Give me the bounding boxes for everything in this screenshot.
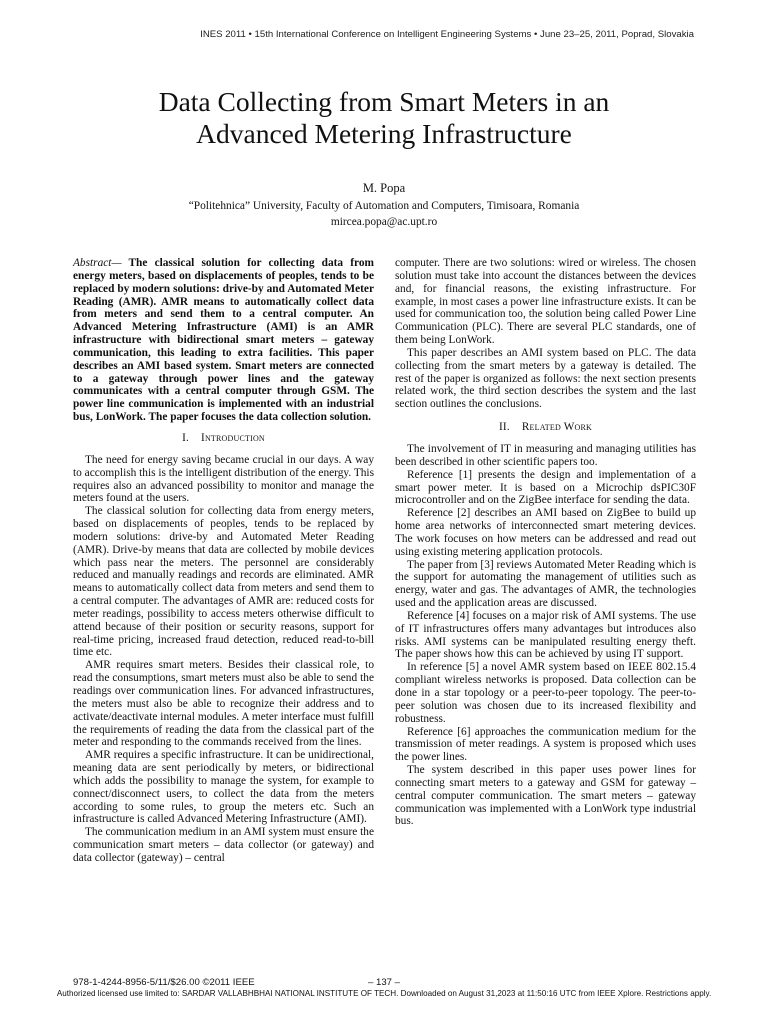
left-column	[73, 257, 374, 865]
paragraph: The classical solution for collecting data from energy meters, based on displacements of peoples, tends to be replaced by modern solutions: drive-by and Automated Meter Reading (AMR). Drive-by means that data are collected by mobile devices which pass near the meters. The personnel are considerably reduced and manually readings and records are eliminated. AMR means to automatically collect data from meters and send them to a central computer. The advantages of AMR are: reduced costs for meter readings, possibility to access meters otherwise difficult to attend because of their position or security reasons, support for real-time pricing, increased fraud detection, reduced read-to-bill time etc.	[73, 505, 374, 659]
paragraph: AMR requires a specific infrastructure. It can be unidirectional, meaning data are sent periodically by meters, or bidirectional which adds the possibility to manage the system, for example to connect/disconnect users, to collect the data from the meters according to some rules, to group the meters etc. Such an infrastructure is called Advanced Metering Infrastructure (AMI).	[73, 749, 374, 826]
section-heading-related-work	[395, 421, 696, 434]
abstract	[73, 257, 374, 424]
title-line-1: Data Collecting from Smart Meters in an	[158, 86, 610, 117]
section-title: Introduction	[201, 431, 265, 444]
abstract-body: The classical solution for collecting data from energy meters, based on displacements of peoples, tends to be replaced by modern solutions: drive-by and Automated Meter Reading (AMR). AMR means to automatically collect data from meters and send them to a central computer. An Advanced Metering Infrastructure (AMI) is an AMR infrastructure with bidirectional smart meters – gateway communication, this leading to extra facilities. This paper describes an AMI based system. Smart meters are connected to a gateway through power lines and the gateway communicates with a central computer through GSM. The power line communication is implemented with an industrial bus, LonWork. The paper focuses the data collection solution.	[73, 257, 374, 424]
paragraph: Reference [1] presents the design and implementation of a smart power meter. It is based on a Microchip dsPIC30F microcontroller and on the ZigBee interface for sending the data.	[395, 468, 696, 507]
paragraph: The involvement of IT in measuring and managing utilities has been described in other scientific papers too.	[395, 442, 696, 468]
right-column	[395, 257, 696, 828]
paragraph: The paper from [3] reviews Automated Meter Reading which is the support for automating the management of utilities such as energy, water and gas. The advantages of AMR, the technologies used and the application areas are discussed.	[395, 558, 696, 610]
footer-page-number: – 137 –	[367, 977, 400, 988]
footer-isbn: 978-1-4244-8956-5/11/$26.00 ©2011 IEEE	[73, 977, 255, 988]
footer-license-notice: Authorized licensed use limited to: SARDAR VALLABHBHAI NATIONAL INSTITUTE OF TECH. Downloaded on August 31,2023 at 11:50:16 UTC from IEEE Xplore. Restrictions apply.	[56, 989, 712, 998]
author-name: M. Popa	[362, 181, 406, 195]
paragraph: Reference [6] approaches the communication medium for the transmission of meter readings. A system is proposed which uses the power lines.	[395, 725, 696, 764]
author-email: mircea.popa@ac.upt.ro	[330, 216, 438, 228]
paragraph: The need for energy saving became crucial in our days. A way to accomplish this is the intelligent distribution of the energy. This requires also an advanced possibility to monitor and manage the meters found at the users.	[73, 453, 374, 505]
section-number: I.	[182, 431, 190, 444]
conference-header: INES 2011 • 15th International Conference on Intelligent Engineering Systems • June 23–25, 2011, Poprad, Slovakia	[200, 29, 694, 40]
paper-title	[0, 86, 768, 150]
paragraph: The system described in this paper uses power lines for connecting smart meters to a gateway and GSM for gateway – central computer communication. The smart meters – gateway communication was implemented with a LonWork type industrial bus.	[395, 764, 696, 828]
paragraph: Reference [4] focuses on a major risk of AMI systems. The use of IT infrastructures offers many advantages but introduces also risks. AMI systems can be manipulated resulting energy theft. The paper shows how this can be achieved by using IT support.	[395, 609, 696, 661]
paragraph: AMR requires smart meters. Besides their classical role, to read the consumptions, smart meters must also be able to send the readings over communication lines. For advanced infrastructures, the meters must also be able to recognize their address and to activate/deactivate internal modules. A meter interface must fulfill the requirements of reading the data from the classical part of the meter and responding to the commands received from the lines.	[73, 659, 374, 749]
section-number: II.	[499, 421, 510, 434]
paragraph: computer. There are two solutions: wired or wireless. The chosen solution must take into account the distances between the devices and, for financial reasons, the existing infrastructure. For example, in most cases a power line infrastructure exists. It can be used for communication too, the solution being called Power Line Communication (PLC). There are several PLC standards, one of them being LonWork.	[395, 257, 696, 347]
paragraph: The communication medium in an AMI system must ensure the communication smart meters – data collector (or gateway) and data collector (gateway) – central	[73, 826, 374, 864]
section-heading-introduction	[73, 432, 374, 445]
paragraph: Reference [2] describes an AMI based on ZigBee to build up home area networks of interconnected smart metering devices. The work focuses on how meters can be addressed and read out using existing metering application protocols.	[395, 507, 696, 558]
section-title: Related Work	[521, 421, 592, 434]
paragraph: In reference [5] a novel AMR system based on IEEE 802.15.4 compliant wireless networks is proposed. Data collection can be done in a star topology or a peer-to-peer topology. The peer-to-peer solution was chosen due to its increased flexibility and robustness.	[395, 661, 696, 725]
title-line-2: Advanced Metering Infrastructure	[196, 118, 572, 149]
abstract-lead: Abstract—	[73, 257, 122, 269]
paragraph: This paper describes an AMI system based on PLC. The data collecting from the smart meters by a gateway is detailed. The rest of the paper is organized as follows: the next section presents related work, the third section describes the system and the last section outlines the conclusions.	[395, 346, 696, 411]
author-affiliation: “Politehnica” University, Faculty of Automation and Computers, Timisoara, Romania	[188, 200, 580, 212]
